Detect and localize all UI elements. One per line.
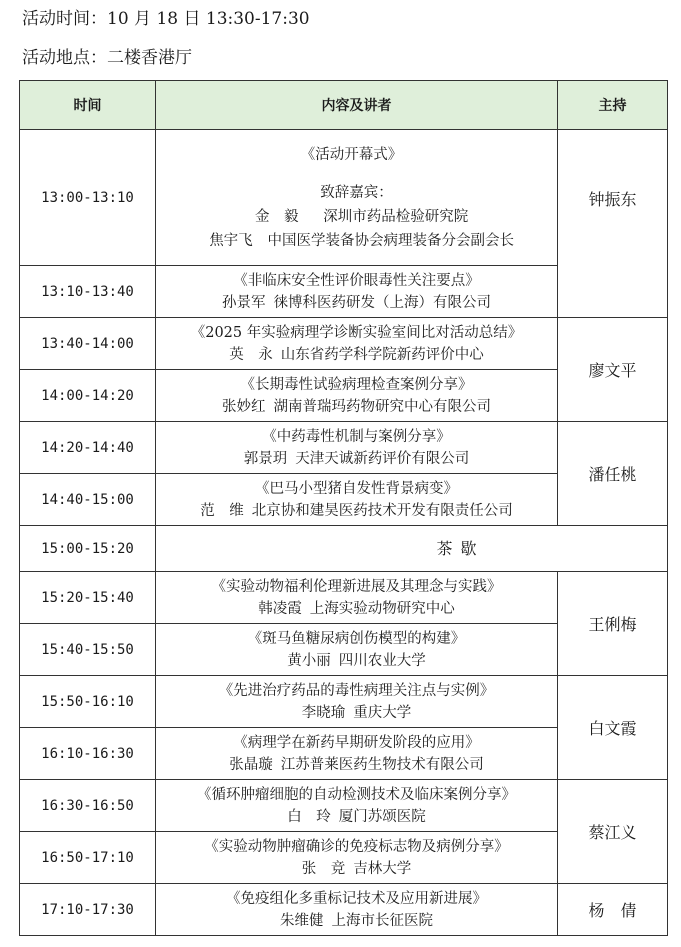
table-row [20, 130, 668, 266]
table-row [20, 780, 668, 832]
speaker-name: 黄小丽 [287, 652, 331, 669]
row-time: 14:20-14:40 [20, 422, 156, 474]
speaker-org: 山东省药学科学院新药评价中心 [280, 346, 484, 363]
session-title: 《免疫组化多重标记技术及应用新进展》 [226, 890, 487, 907]
row-time: 13:40-14:00 [20, 318, 156, 370]
speaker-org: 上海实验动物研究中心 [309, 600, 455, 617]
header-time: 时间 [20, 81, 156, 130]
guest-name: 金 毅 [255, 208, 299, 225]
host-cell: 王俐梅 [558, 572, 668, 676]
session-title: 《非临床安全性评价眼毒性关注要点》 [233, 272, 480, 289]
host-cell: 杨 倩 [558, 884, 668, 936]
host-cell: 廖文平 [558, 318, 668, 422]
session-title: 《长期毒性试验病理检查案例分享》 [240, 376, 473, 393]
speaker-line [156, 448, 557, 470]
session-content [156, 624, 558, 676]
speaker-org: 重庆大学 [353, 704, 412, 721]
session-content [156, 422, 558, 474]
row-time: 15:40-15:50 [20, 624, 156, 676]
guest-org: 中国医学装备协会病理装备分会副会长 [267, 232, 515, 249]
table-row [20, 318, 668, 370]
header-content: 内容及讲者 [156, 81, 558, 130]
speaker-org: 江苏普莱医药生物技术有限公司 [280, 756, 484, 773]
speaker-line [156, 292, 557, 314]
session-content [156, 728, 558, 780]
guest-label: 致辞嘉宾： [320, 184, 393, 201]
event-time: 活动时间：10 月 18 日 13:30-17:30 [22, 9, 310, 29]
session-content [156, 474, 558, 526]
speaker-org: 北京协和建昊医药技术开发有限责任公司 [251, 502, 513, 519]
host-cell: 白文霞 [558, 676, 668, 780]
speaker-name: 张 竞 [301, 860, 346, 877]
session-content [156, 266, 558, 318]
row-time: 16:30-16:50 [20, 780, 156, 832]
speaker-line [156, 650, 557, 672]
row-time: 17:10-17:30 [20, 884, 156, 936]
row-time: 15:20-15:40 [20, 572, 156, 624]
table-row [20, 884, 668, 936]
row-time: 15:50-16:10 [20, 676, 156, 728]
session-title: 《循环肿瘤细胞的自动检测技术及临床案例分享》 [197, 786, 516, 803]
session-content [156, 780, 558, 832]
session-title: 《中药毒性机制与案例分享》 [262, 428, 451, 445]
speaker-line [156, 910, 557, 932]
speaker-name: 英 永 [229, 346, 273, 363]
session-title: 《实验动物肿瘤确诊的免疫标志物及病例分享》 [204, 838, 509, 855]
session-content [156, 572, 558, 624]
speaker-org: 上海市长征医院 [331, 912, 433, 929]
session-title: 《2025 年实验病理学诊断实验室间比对活动总结》 [190, 324, 523, 341]
speaker-line [156, 344, 557, 366]
row-time: 13:00-13:10 [20, 130, 156, 266]
header-host: 主持 [558, 81, 668, 130]
speaker-name: 张妙红 [222, 398, 266, 415]
row-time: 16:50-17:10 [20, 832, 156, 884]
host-cell: 钟振东 [558, 130, 668, 318]
session-content [156, 884, 558, 936]
speaker-line [156, 598, 557, 620]
table-row [20, 676, 668, 728]
event-location: 活动地点：二楼香港厅 [22, 48, 192, 68]
row-time: 16:10-16:30 [20, 728, 156, 780]
opening-content [156, 130, 558, 266]
guest-entry [156, 229, 557, 253]
session-title: 《巴马小型猪自发性背景病变》 [255, 480, 458, 497]
speaker-name: 张晶璇 [229, 756, 273, 773]
speaker-name: 白 玲 [287, 808, 331, 825]
speaker-line [156, 858, 557, 880]
session-content [156, 832, 558, 884]
row-time: 15:00-15:20 [20, 526, 156, 572]
session-title: 《斑马鱼糖尿病创伤模型的构建》 [247, 630, 466, 647]
row-time: 14:40-15:00 [20, 474, 156, 526]
speaker-name: 范 维 [200, 502, 244, 519]
session-content [156, 370, 558, 422]
speaker-line [156, 500, 557, 522]
speaker-name: 朱维健 [280, 912, 324, 929]
speaker-name: 韩凌霞 [258, 600, 302, 617]
speaker-org: 厦门苏颂医院 [338, 808, 426, 825]
speaker-org: 四川农业大学 [338, 652, 426, 669]
row-time: 13:10-13:40 [20, 266, 156, 318]
session-title: 《病理学在新药早期研发阶段的应用》 [233, 734, 480, 751]
speaker-name: 李晓瑜 [301, 704, 346, 721]
table-row [20, 422, 668, 474]
speaker-name: 郭景玥 [243, 450, 288, 467]
session-content [156, 676, 558, 728]
guest-org: 深圳市药品检验研究院 [323, 208, 469, 225]
speaker-org: 吉林大学 [353, 860, 412, 877]
speaker-org: 湖南普瑞玛药物研究中心有限公司 [273, 398, 491, 415]
speaker-name: 孙景军 [222, 294, 266, 311]
host-cell: 蔡江义 [558, 780, 668, 884]
break-label: 茶歇 [156, 526, 668, 572]
speaker-org: 天津天诚新药评价有限公司 [295, 450, 470, 467]
session-content [156, 318, 558, 370]
speaker-line [156, 702, 557, 724]
row-time: 14:00-14:20 [20, 370, 156, 422]
speaker-org: 徕博科医药研发（上海）有限公司 [273, 294, 491, 311]
schedule-table [19, 80, 668, 936]
session-title: 《先进治疗药品的毒性病理关注点与实例》 [218, 682, 495, 699]
table-row [20, 526, 668, 572]
session-title: 《活动开幕式》 [300, 146, 403, 163]
session-title: 《实验动物福利伦理新进展及其理念与实践》 [211, 578, 502, 595]
guest-name: 焦宇飞 [209, 232, 253, 249]
speaker-line [156, 396, 557, 418]
table-row [20, 572, 668, 624]
host-cell: 潘任桃 [558, 422, 668, 526]
table-header-row [20, 81, 668, 130]
guest-entry [156, 205, 557, 229]
speaker-line [156, 754, 557, 776]
speaker-line [156, 806, 557, 828]
